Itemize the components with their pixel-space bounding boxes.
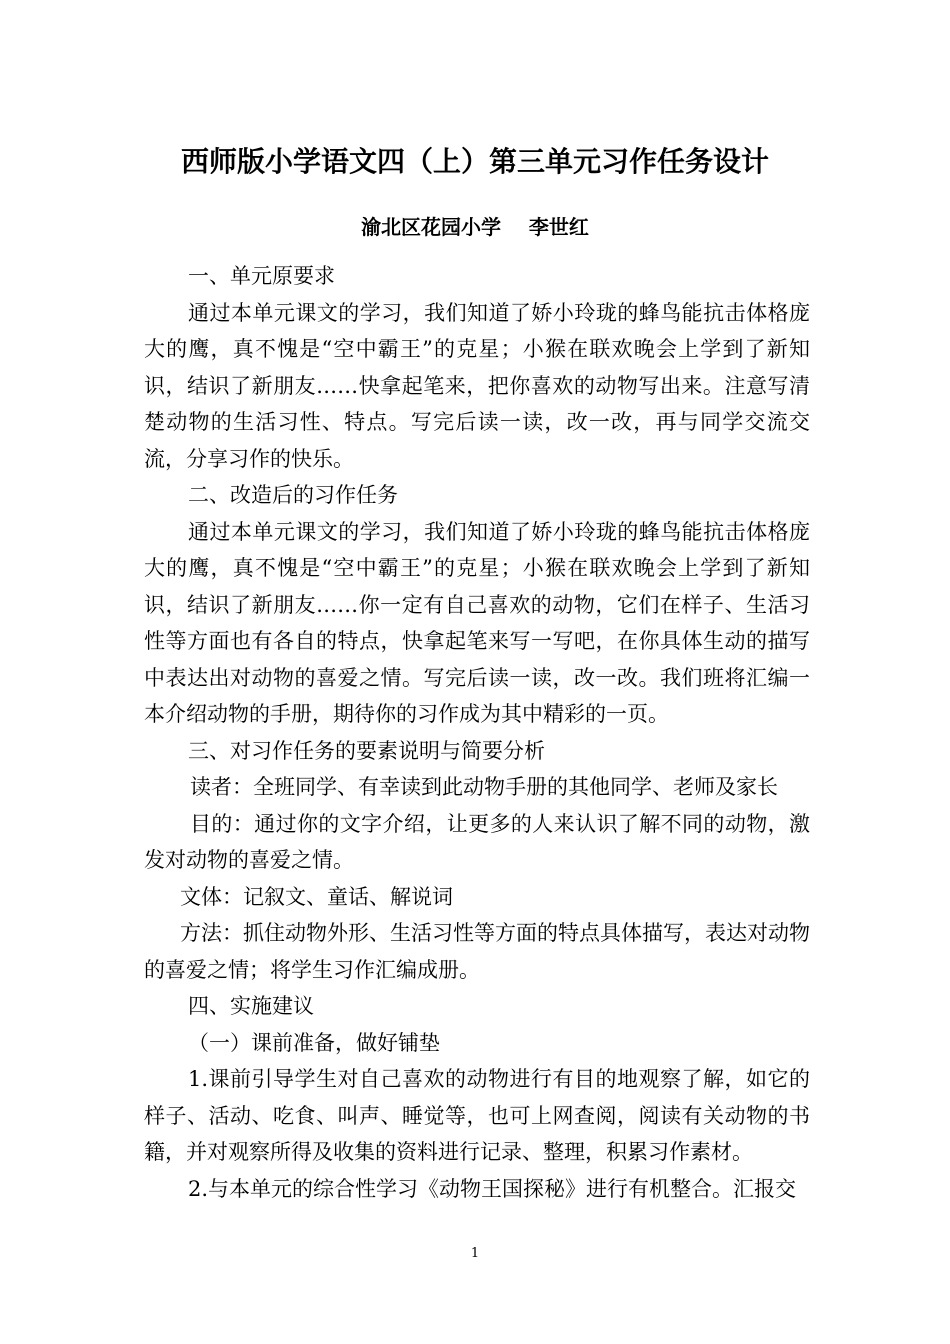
paragraph-original-requirement: 通过本单元课文的学习，我们知道了娇小玲珑的蜂鸟能抗击体格庞大的鹰，真不愧是“空中霸王”的克星；小猴在联欢晚会上学到了新知识，结识了新朋友……快拿起笔来，把你喜欢的动物写出来。注意写清楚动物的生活习性、特点。写完后读一读，改一改，再与同学交流交流，分享习作的快乐。 bbox=[144, 300, 810, 471]
document-author: 渝北区花园小学 李世红 bbox=[361, 215, 589, 239]
section-heading-3: 三、对习作任务的要素说明与简要分析 bbox=[188, 738, 545, 763]
document-body bbox=[144, 258, 810, 1207]
section-heading-1: 一、单元原要求 bbox=[188, 264, 335, 288]
section-heading-2: 二、改造后的习作任务 bbox=[188, 483, 398, 507]
list-item-2: 2.与本单元的综合性学习《动物王国探秘》进行有机整合。汇报交 bbox=[188, 1176, 797, 1201]
list-item-1: 1.课前引导学生对自己喜欢的动物进行有目的地观察了解，如它的样子、活动、吃食、叫声、睡觉等，也可上网查阅，阅读有关动物的书籍，并对观察所得及收集的资料进行记录、整理，积累习作素材。 bbox=[144, 1067, 810, 1164]
document-title: 西师版小学语文四（上）第三单元习作任务设计 bbox=[180, 145, 769, 178]
paragraph-revised-task: 通过本单元课文的学习，我们知道了娇小玲珑的蜂鸟能抗击体格庞大的鹰，真不愧是“空中霸王”的克星；小猴在联欢晚会上学到了新知识，结识了新朋友……你一定有自己喜欢的动物，它们在样子、生活习性等方面也有各自的特点，快拿起笔来写一写吧，在你具体生动的描写中表达出对动物的喜爱之情。写完后读一读，改一改。我们班将汇编一本介绍动物的手册，期待你的习作成为其中精彩的一页。 bbox=[144, 519, 810, 726]
paragraph-method: 方法：抓住动物外形、生活习性等方面的特点具体描写，表达对动物的喜爱之情；将学生习作汇编成册。 bbox=[144, 921, 810, 982]
paragraph-reader: 读者：全班同学、有幸读到此动物手册的其他同学、老师及家长 bbox=[190, 775, 778, 799]
paragraph-purpose: 目的：通过你的文字介绍，让更多的人来认识了解不同的动物，激发对动物的喜爱之情。 bbox=[144, 811, 810, 872]
paragraph-genre: 文体：记叙文、童话、解说词 bbox=[180, 884, 453, 909]
section-heading-4: 四、实施建议 bbox=[188, 994, 314, 1018]
subsection-heading-1: （一）课前准备，做好铺垫 bbox=[188, 1030, 440, 1055]
page-number: 1 bbox=[470, 1246, 480, 1261]
